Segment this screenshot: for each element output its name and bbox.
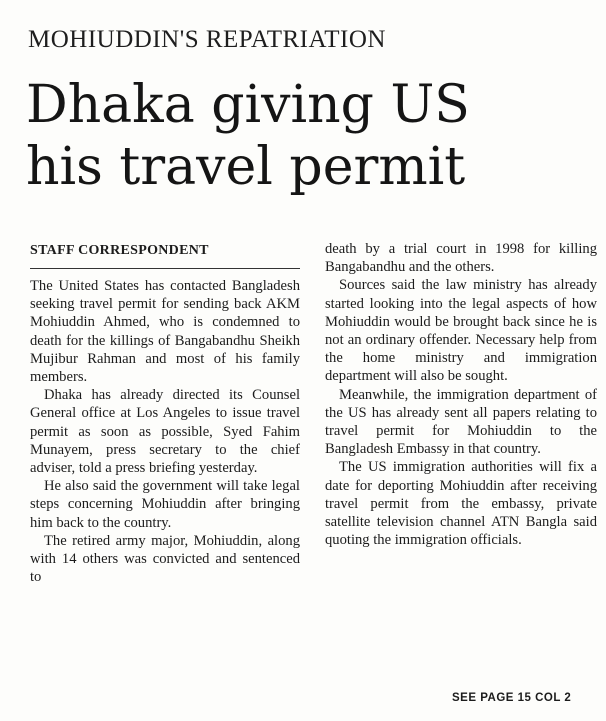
paragraph: Sources said the law ministry has already started looking into the legal aspects of how Mohiuddin would be brought back since he is not an ordinary offender. Necessary help from the home ministry and immigration department will also be sought. [325,277,597,385]
byline: STAFF CORRESPONDENT [30,243,209,258]
headline [26,74,596,198]
article-column-left [30,277,300,586]
paragraph: death by a trial court in 1998 for killing Bangabandhu and the others. [325,241,597,276]
paragraph: The US immigration authorities will fix a date for deporting Mohiuddin after receiving travel permit from the embassy, private satellite television channel ATN Bangla said quoting the immigration officials. [325,459,597,549]
article-column-right [325,240,597,549]
paragraph: Meanwhile, the immigration department of the US has already sent all papers relating to travel permit for Mohiuddin to the Bangladesh Embassy in that country. [325,386,597,458]
headline-line-2: his travel permit [26,137,466,197]
headline-line-1: Dhaka giving US [26,75,470,135]
paragraph: He also said the government will take legal steps concerning Mohiuddin after bringing him back to the country. [30,478,300,531]
paragraph: The retired army major, Mohiuddin, along with 14 others was convicted and sentenced to [30,532,300,586]
byline-rule [30,268,300,269]
paragraph: The United States has contacted Bangladesh seeking travel permit for sending back AKM Mohiuddin Ahmed, who is condemned to death for the killings of Bangabandhu Sheikh Mujibur Rahman and most of his family members. [30,278,300,386]
kicker-heading: MOHIUDDIN'S REPATRIATION [28,26,386,53]
continuation-note: SEE PAGE 15 COL 2 [452,692,572,704]
paragraph: Dhaka has already directed its Counsel General office at Los Angeles to issue travel permit as soon as possible, Syed Fahim Munayem, press secretary to the chief adviser, told a press briefing yesterday. [30,387,300,477]
